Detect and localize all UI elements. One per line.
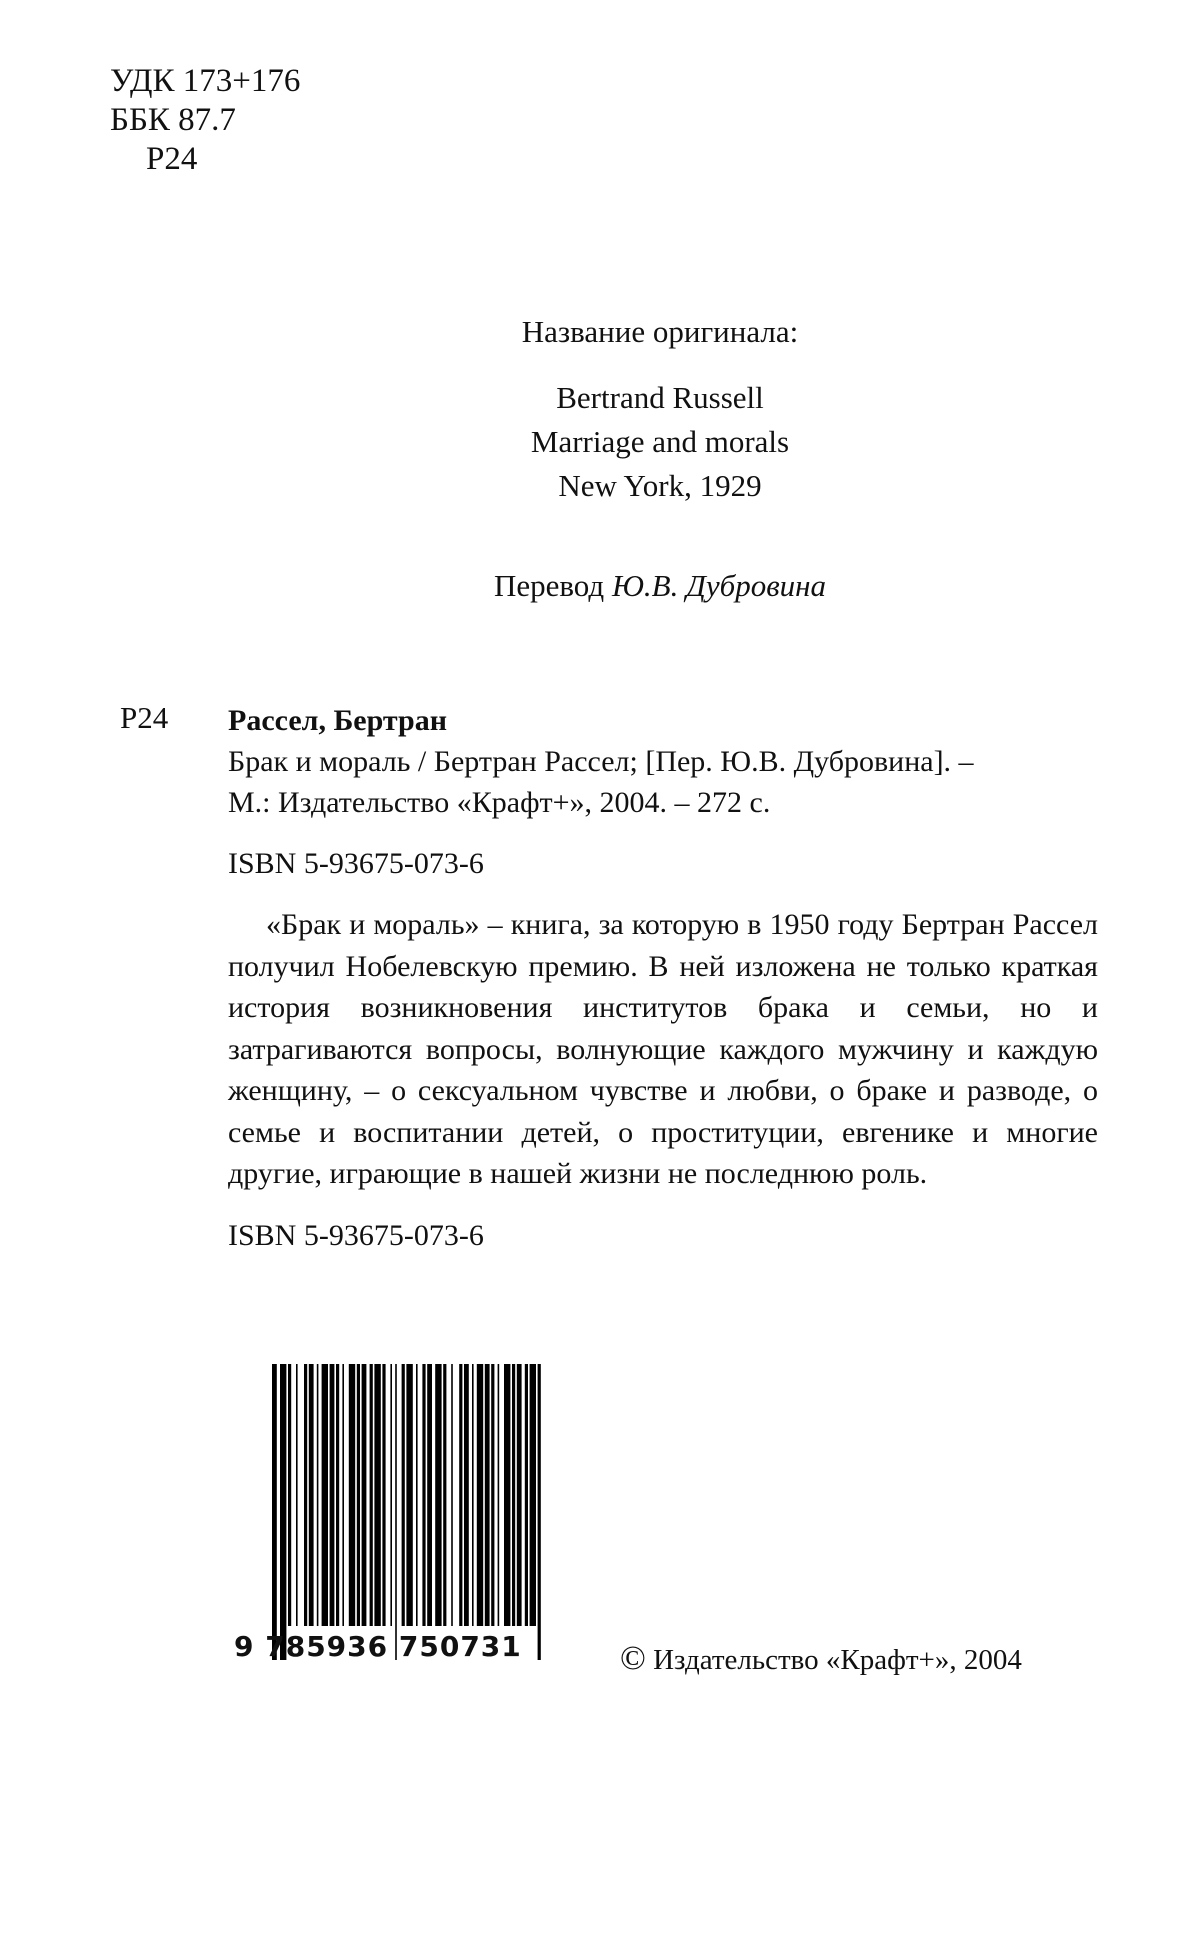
catalog-entry: [228, 700, 1098, 1256]
entry-line-2: М.: Издательство «Крафт+», 2004. – 272 с.: [228, 786, 771, 819]
original-title: Marriage and morals: [530, 424, 790, 459]
copyright-symbol: ©: [620, 1640, 646, 1677]
isbn: ISBN 5-93675-073-6: [228, 847, 484, 880]
entry-line-1: Брак и мораль / Бертран Рассел; [Пер. Ю.В. Дубровина]. –: [228, 745, 974, 778]
copyright-text: Издательство «Крафт+», 2004: [653, 1644, 1022, 1676]
udk-code: УДК 173+176: [110, 63, 301, 99]
original-place-year: New York, 1929: [558, 468, 762, 503]
original-title-label: Название оригинала:: [521, 314, 799, 349]
translator-name: Ю.В. Дубровина: [611, 568, 827, 603]
translation-credit: [0, 568, 1200, 604]
bbk-code: ББК 87.7: [110, 102, 236, 138]
copyright-line: [620, 1640, 1022, 1678]
translation-prefix: Перевод: [493, 568, 605, 603]
entry-code: Р24: [120, 700, 169, 735]
barcode-image: [272, 1364, 542, 1660]
original-title-block: [0, 376, 1200, 508]
author-mark: Р24: [146, 141, 198, 177]
isbn-repeat: ISBN 5-93675-073-6: [228, 1218, 484, 1252]
classification-codes: [110, 62, 300, 179]
original-author: Bertrand Russell: [556, 380, 764, 415]
entry-author: Рассел, Бертран: [228, 704, 447, 737]
barcode-digits: 9 785936 750731: [234, 1630, 522, 1663]
annotation: «Брак и мораль» – книга, за которую в 1950 году Бертран Рассел получил Нобелевскую премию. В ней изложена не только краткая история возникновения институтов брака и семьи, но и затрагиваются вопросы, волнующие каждого мужчину и каждую женщину, – о сексуальном чувстве и любви, о браке и разводе, о семье и воспитании детей, о проституции, евгенике и многие другие, играющие в нашей жизни не последнюю роль.: [228, 908, 1098, 1190]
